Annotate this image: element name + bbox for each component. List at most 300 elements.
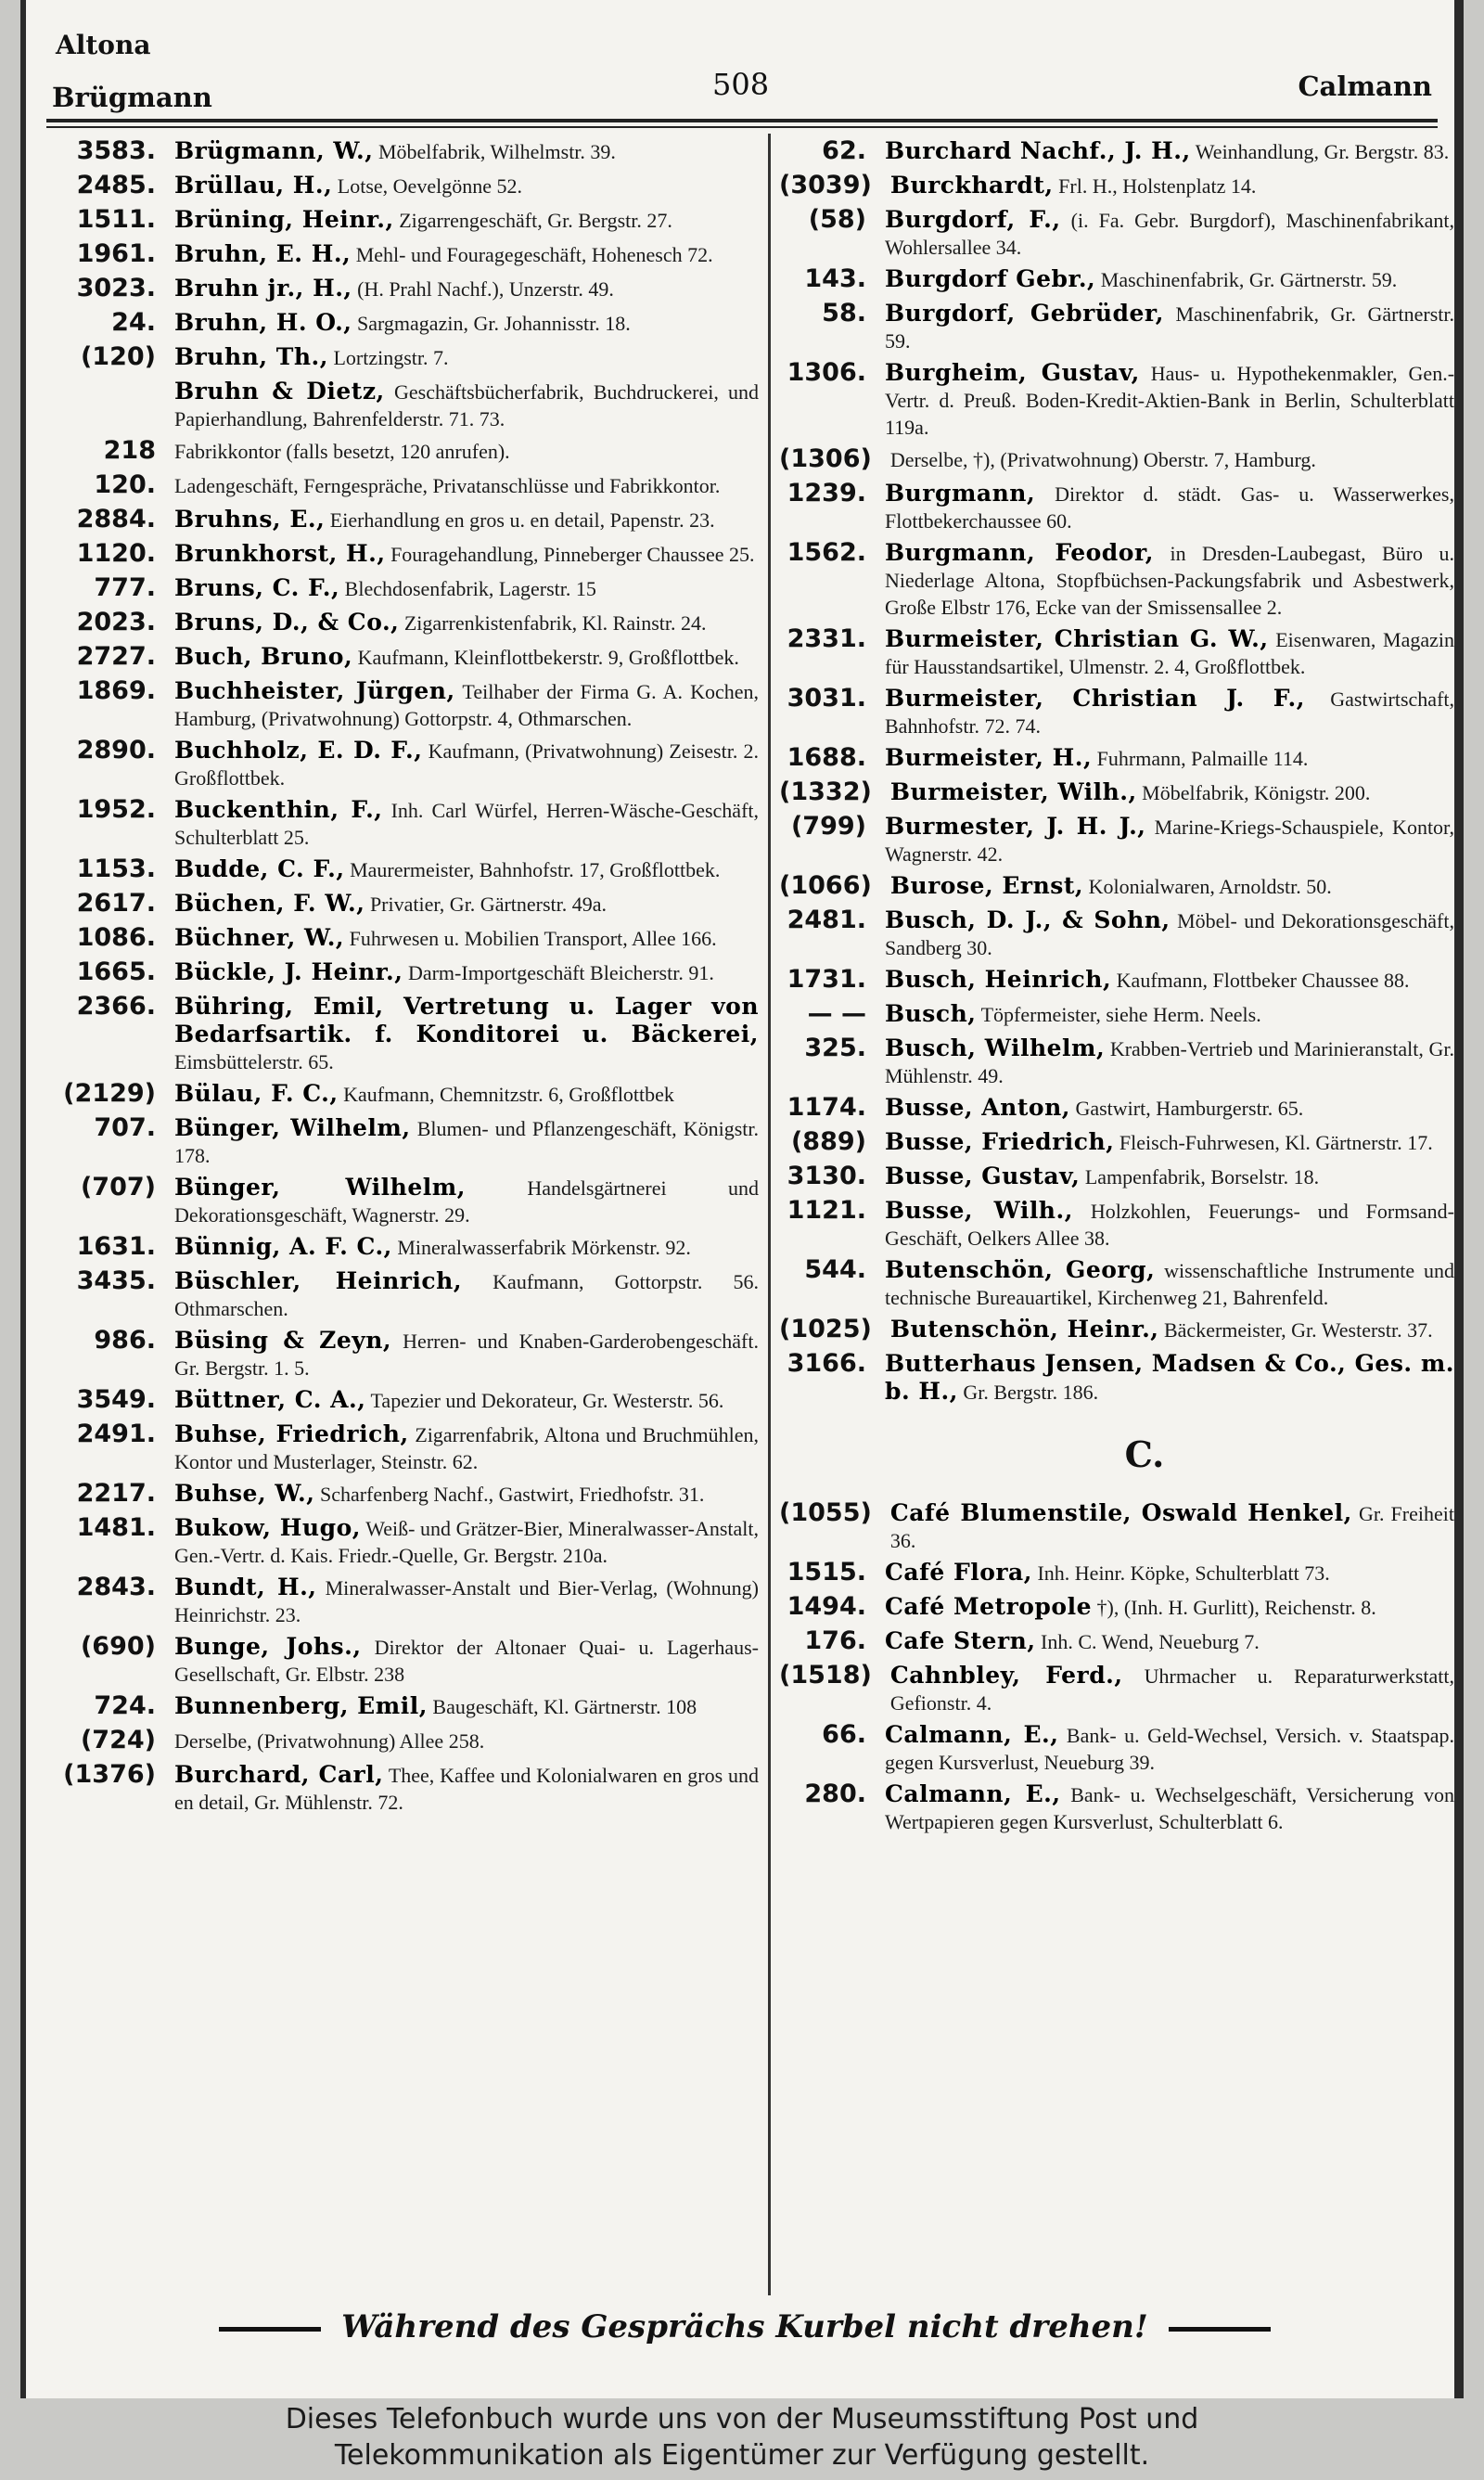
entry-details: Privatier, Gr. Gärtnerstr. 49a. [369,893,608,916]
directory-entry [779,1660,1454,1716]
entry-text [174,1172,759,1228]
directory-entry [779,1625,1454,1657]
entry-name: Busse, Wilh., [885,1197,1073,1224]
entry-text [885,1092,1454,1122]
header-first-name: Brügmann [52,82,212,113]
phone-number: 707. [94,1113,156,1142]
phone-number: 3031. [787,684,866,713]
entry-details: Inh. C. Wend, Neueburg 7. [1041,1630,1260,1653]
phone-number: 218 [103,436,156,465]
phone-number: 2481. [787,906,866,934]
entry-details: Bank- u. Geld-Wechsel, Versich. v. Staatspap. gegen Kursverlust, Neueburg 39. [885,1724,1455,1774]
entry-name: Burgdorf, F., [885,206,1061,233]
entry-text [885,1348,1454,1406]
header-place: Altona [56,30,151,60]
entry-details: in Dresden-Laubegast, Büro u. Niederlage Altona, Stopfbüchsen-Packungsfabrik und Asbestwerk, Große Elbstr 176, Ecke van der Smissensallee 2. [885,542,1455,619]
directory-entry [779,811,1454,867]
directory-entry [779,135,1454,167]
directory-entry [779,1497,1454,1554]
entry-name: Bruhn, Th., [174,343,328,370]
entry-details: Fouragehandlung, Pinneberger Chaussee 25. [390,543,755,566]
entry-name: Bühring, Emil, Vertretung u. Lager von Bedarfsartik. f. Konditorei u. Bäckerei, [174,993,759,1047]
entry-name: Burgheim, Gustav, [885,359,1140,386]
entry-text [174,1512,759,1569]
directory-entry [54,469,759,501]
entry-details: Geschäftsbücherfabrik, Buchdruckerei, und Papierhandlung, Bahrenfelderstr. 71. 73. [174,380,760,430]
right-column-b-entries [779,135,1454,1406]
directory-entry [54,735,759,791]
phone-number: 2727. [76,642,156,671]
entry-details: Haus- u. Hypothekenmakler, Gen.-Vertr. d. Preuß. Boden-Kredit-Aktien-Bank in Berlin, Schulterblatt 119a. [885,362,1455,439]
directory-entry [54,1512,759,1569]
directory-entry [54,1690,759,1722]
entry-details: Uhrmacher u. Reparaturwerkstatt, Gefionstr. 4. [889,1664,1454,1715]
directory-entry [779,905,1454,961]
phone-number: 1961. [76,239,156,268]
entry-text [174,1690,759,1720]
entry-details: Fuhrwesen u. Mobilien Transport, Allee 166. [349,927,717,950]
directory-entry [54,607,759,638]
directory-entry [779,623,1454,680]
entry-name: Brügmann, W., [174,137,374,164]
entry-name: Burmeister, Wilh., [889,778,1137,805]
entry-text [174,1478,759,1508]
entry-name: Bruhn, E. H., [174,240,352,267]
entry-name: Brunkhorst, H., [174,540,386,567]
entry-name: Burgdorf, Gebrüder, [885,300,1164,327]
entry-text [885,1779,1454,1835]
right-column [779,135,1454,1838]
footer-line-1: Dieses Telefonbuch wurde uns von der Museumsstiftung Post und [285,2403,1199,2435]
directory-entry [54,1759,759,1816]
entry-name: Bruns, D., & Co., [174,609,400,636]
entry-details: Teilhaber der Firma G. A. Kochen, Hamburg, (Privatwohnung) Gottorpstr. 4, Othmarschen. [174,680,760,730]
phone-number: 1494. [787,1592,866,1621]
entry-details: Kaufmann, Chemnitzstr. 6, Großflottbek [343,1083,674,1106]
phone-number: 1511. [76,205,156,234]
phone-number: 1120. [76,539,156,568]
entry-name: Butterhaus Jensen, Madsen & Co., Ges. m. b. H., [885,1350,1454,1405]
phone-number: 1631. [76,1232,156,1261]
phone-number: 1688. [787,743,866,772]
entry-text [885,135,1454,165]
entry-name: Burose, Ernst, [889,872,1084,899]
directory-entry [54,794,759,851]
entry-text [174,307,759,337]
entry-name: Büttner, C. A., [174,1386,366,1413]
entry-details: Fleisch-Fuhrwesen, Kl. Gärtnerstr. 17. [1119,1131,1433,1154]
phone-number: (707) [80,1173,156,1201]
entry-name: Brüning, Heinr., [174,206,394,233]
directory-entry [54,135,759,167]
entry-text [885,298,1454,354]
directory-entry [54,641,759,673]
entry-name: Bruhns, E., [174,506,326,533]
entry-text [174,1572,759,1628]
entry-name: Burckhardt, [889,172,1054,199]
entry-details: Fabrikkontor (falls besetzt, 120 anrufen). [174,440,510,463]
entry-details: Möbelfabrik, Wilhelmstr. 39. [377,140,616,163]
entry-text [885,204,1454,261]
entry-details: Töpfermeister, siehe Herm. Neels. [980,1003,1261,1026]
entry-details: Marine-Kriegs-Schauspiele, Kontor, Wagnerstr. 42. [885,816,1454,866]
header-rule [46,119,1438,122]
phone-number: 1731. [787,965,866,994]
directory-entry [779,998,1454,1030]
entry-details: Thee, Kaffee und Kolonialwaren en gros und en detail, Gr. Mühlenstr. 72. [174,1764,759,1814]
footer-notice [0,2401,1484,2474]
slogan-dash-right [1169,2327,1271,2332]
directory-entry [779,478,1454,534]
directory-entry [54,504,759,535]
entry-name: Bülau, F. C., [174,1080,339,1107]
directory-entry [779,1557,1454,1588]
entry-name: Büschler, Heinrich, [174,1267,463,1294]
directory-entry [779,1779,1454,1835]
phone-number: 724. [94,1691,156,1720]
phone-number: (1055) [779,1498,872,1527]
phone-number: (2129) [63,1079,156,1108]
directory-entry [779,357,1454,441]
phone-number: 1239. [787,479,866,508]
phone-number: 325. [804,1034,866,1062]
phone-number: (1025) [779,1315,872,1343]
directory-entry [54,1231,759,1263]
directory-entry [54,1078,759,1110]
entry-details: Gr. Freiheit 36. [889,1502,1454,1552]
entry-name: Bruhn & Dietz, [174,378,385,405]
entry-details: Blechdosenfabrik, Lagerstr. 15 [344,577,596,600]
entry-details: Eierhandlung en gros u. en detail, Papenstr. 23. [329,508,715,532]
entry-name: Busch, [885,1000,977,1027]
directory-entry [779,1092,1454,1124]
entry-details: Blumen- und Pflanzengeschäft, Königstr. 178. [174,1117,759,1167]
entry-name: Busse, Friedrich, [885,1128,1115,1155]
directory-entry [779,1126,1454,1158]
entry-text [174,1325,759,1381]
phone-number: 2217. [76,1479,156,1508]
phone-number: 2890. [76,736,156,765]
entry-text [885,683,1454,739]
entry-name: Bünger, Wilhelm, [174,1174,466,1201]
slogan [174,2308,1315,2345]
entry-name: Bunnenberg, Emil, [174,1692,428,1719]
entry-name: Café Metropole [885,1593,1092,1620]
entry-text [890,1497,1454,1554]
entry-text [174,341,759,371]
entry-details: Gastwirt, Hamburgerstr. 65. [1075,1097,1304,1120]
directory-entry [54,1572,759,1628]
entry-name: Buchholz, E. D. F., [174,737,423,764]
entry-name: Bruhn jr., H., [174,275,352,302]
directory-entry [54,1172,759,1228]
entry-details: Weinhandlung, Gr. Bergstr. 83. [1195,140,1450,163]
entry-details: Tapezier und Dekorateur, Gr. Westerstr. 56. [370,1389,724,1412]
directory-entry [779,443,1454,475]
entry-name: Burchard, Carl, [174,1761,384,1788]
entry-details: Baugeschäft, Kl. Gärtnerstr. 108 [432,1695,697,1718]
entry-name: Büsing & Zeyn, [174,1327,392,1354]
directory-entry [54,238,759,270]
entry-text [885,623,1454,680]
entry-text [885,1126,1454,1156]
entry-details: Bäckermeister, Gr. Westerstr. 37. [1163,1318,1433,1342]
entry-text [174,572,759,602]
entry-name: Butenschön, Georg, [885,1256,1156,1283]
entry-name: Bückle, J. Heinr., [174,958,403,985]
directory-entry [54,341,759,373]
entry-details: Inh. Carl Würfel, Herren-Wäsche-Geschäft, Schulterblatt 25. [174,799,760,849]
entry-text [885,742,1454,772]
entry-text [174,1631,759,1688]
directory-entry [54,1325,759,1381]
entry-name: Burgmann, Feodor, [885,539,1155,566]
entry-text [174,238,759,268]
entry-details: Gastwirtschaft, Bahnhofstr. 72. 74. [885,687,1455,738]
entry-details: Sargmagazin, Gr. Johannisstr. 18. [357,312,631,335]
entry-text [890,870,1454,900]
entry-details: Holzkohlen, Feuerungs- und Formsand-Geschäft, Oelkers Allee 38. [885,1200,1455,1250]
directory-entry [779,263,1454,295]
directory-entry [779,1161,1454,1192]
entry-details: Frl. H., Holstenplatz 14. [1058,174,1257,198]
directory-entry [54,376,759,432]
directory-entry [54,307,759,339]
directory-entry [54,854,759,885]
entry-details: Mehl- und Fouragegeschäft, Hohenesch 72. [355,243,713,266]
directory-entry [779,1033,1454,1089]
entry-details: Mineralwasser-Anstalt und Bier-Verlag, (Wohnung) Heinrichstr. 23. [174,1576,760,1626]
slogan-dash-left [219,2327,321,2332]
phone-number: — — [807,999,866,1028]
phone-number: 24. [111,308,156,337]
phone-number: 986. [94,1326,156,1355]
phone-number: (724) [80,1726,156,1754]
phone-number: (58) [808,205,866,234]
entry-text [174,735,759,791]
entry-text [885,811,1454,867]
entry-name: Büchen, F. W., [174,890,365,917]
entry-name: Busse, Gustav, [885,1163,1081,1189]
directory-entry [54,1725,759,1756]
directory-entry [779,964,1454,996]
phone-number: 3549. [76,1385,156,1414]
entry-details: Direktor d. städt. Gas- u. Wasserwerkes, Flottbekerchaussee 60. [885,482,1454,533]
entry-text [174,1266,759,1322]
directory-entry [54,1631,759,1688]
entry-name: Bünnig, A. F. C., [174,1233,392,1260]
page-number: 508 [712,67,770,102]
entry-name: Brüllau, H., [174,172,333,199]
entry-text [174,1078,759,1108]
entry-name: Buchheister, Jürgen, [174,677,455,704]
phone-number: 1306. [787,358,866,387]
directory-entry [779,870,1454,902]
phone-number: 280. [804,1780,866,1808]
phone-number: 3435. [76,1266,156,1295]
entry-details: Zigarrengeschäft, Gr. Bergstr. 27. [399,209,672,232]
entry-details: Krabben-Vertrieb und Marinieranstalt, Gr. Mühlenstr. 49. [885,1037,1454,1087]
phone-number: 1481. [76,1513,156,1542]
directory-entry [54,675,759,732]
entry-details: Kaufmann, (Privatwohnung) Zeisestr. 2. Großflottbek. [174,739,759,790]
entry-text [885,1161,1454,1190]
entry-text [890,1314,1454,1343]
header-rule-thin [46,126,1438,128]
phone-number: 544. [804,1255,866,1284]
phone-number: (3039) [779,171,872,199]
phone-number: 2843. [76,1573,156,1601]
entry-details: Möbel- und Dekorationsgeschäft, Sandberg 30. [885,909,1454,959]
phone-number: (1376) [63,1760,156,1789]
entry-details: Gr. Bergstr. 186. [963,1381,1099,1404]
entry-text [174,1112,759,1169]
directory-entry [54,1419,759,1475]
directory-entry [779,777,1454,808]
entry-name: Bruhn, H. O., [174,309,352,336]
entry-text [174,991,759,1075]
directory-entry [54,1112,759,1169]
entry-name: Burmeister, Christian G. W., [885,625,1269,652]
entry-text [174,607,759,636]
entry-name: Busch, Heinrich, [885,966,1112,993]
entry-name: Buch, Bruno, [174,643,353,670]
left-column [54,135,759,1818]
column-divider [768,134,771,2295]
entry-details: Ladengeschäft, Ferngespräche, Privatanschlüsse und Fabrikkontor. [174,474,721,497]
entry-name: Busch, D. J., & Sohn, [885,906,1171,933]
entry-text [885,357,1454,441]
directory-entry [54,1478,759,1510]
entry-details: Mineralwasserfabrik Mörkenstr. 92. [397,1236,691,1259]
entry-details: Lampenfabrik, Borselstr. 18. [1084,1165,1320,1189]
entry-name: Bünger, Wilhelm, [174,1114,411,1141]
phone-number: 176. [804,1626,866,1655]
entry-details: Direktor der Altonaer Quai- u. Lagerhaus-Gesellschaft, Gr. Elbstr. 238 [174,1636,759,1686]
entry-name: Burmester, J. H. J., [885,813,1146,840]
entry-details: Maurermeister, Bahnhofstr. 17, Großflottbek. [350,858,721,881]
phone-number: 120. [94,470,156,499]
entry-text [174,435,759,465]
directory-entry [779,1348,1454,1406]
right-column-c-entries [779,1497,1454,1835]
entry-name: Buhse, Friedrich, [174,1420,409,1447]
phone-number: (799) [790,812,866,841]
directory-entry [779,1195,1454,1252]
directory-entry [54,991,759,1075]
phone-number: 1121. [787,1196,866,1225]
entry-details: Zigarrenkistenfabrik, Kl. Rainstr. 24. [403,611,707,635]
entry-details: Herren- und Knaben-Garderobengeschäft. Gr. Bergstr. 1. 5. [174,1330,759,1380]
entry-name: Busse, Anton, [885,1094,1070,1121]
entry-text [174,1419,759,1475]
phone-number: 3583. [76,136,156,165]
entry-details: Maschinenfabrik, Gr. Gärtnerstr. 59. [1100,268,1398,291]
section-letter: C. [1124,1433,1165,1475]
footer-line-2: Telekommunikation als Eigentümer zur Verfügung gestellt. [334,2439,1150,2472]
directory-entry [54,922,759,954]
phone-number: 2491. [76,1420,156,1448]
directory-entry [779,298,1454,354]
entry-text [174,204,759,234]
phone-number: 1952. [76,795,156,824]
entry-name: Bruns, C. F., [174,574,340,601]
entry-details: Eimsbüttelerstr. 65. [174,1050,334,1073]
entry-name: Bukow, Hugo, [174,1514,361,1541]
entry-text [885,1719,1454,1776]
phone-number: 2366. [76,992,156,1021]
entry-name: Calmann, E., [885,1780,1061,1807]
entry-text [885,905,1454,961]
entry-details: Derselbe, †), (Privatwohnung) Oberstr. 7, Hamburg. [889,448,1316,471]
entry-text [890,1660,1454,1716]
directory-entry [779,204,1454,261]
entry-text [174,469,759,499]
directory-entry [54,273,759,304]
phone-number: 66. [822,1720,866,1749]
entry-text [885,1625,1454,1655]
entry-details: Darm-Importgeschäft Bleicherstr. 91. [407,961,714,984]
phone-number: (889) [790,1127,866,1156]
entry-name: Burchard Nachf., J. H., [885,137,1191,164]
entry-text [174,888,759,918]
directory-entry [779,1254,1454,1311]
entry-name: Burmeister, Christian J. F., [885,685,1305,712]
entry-text [174,504,759,533]
phone-number: 62. [822,136,866,165]
entry-name: Café Flora, [885,1559,1032,1586]
entry-text [174,376,759,432]
entry-name: Bunge, Johs., [174,1633,362,1660]
entry-name: Butenschön, Heinr., [889,1316,1159,1343]
entry-name: Burgdorf Gebr., [885,265,1096,292]
directory-entry [54,1384,759,1416]
phone-number: 1562. [787,538,866,567]
directory-entry [54,572,759,604]
phone-number: 2485. [76,171,156,199]
directory-entry [54,1266,759,1322]
phone-number: 143. [804,264,866,293]
phone-number: (1306) [779,444,872,473]
entry-text [885,478,1454,534]
directory-entry [54,170,759,201]
entry-text [885,1033,1454,1089]
entry-name: Café Blumenstile, Oswald Henkel, [889,1499,1352,1526]
directory-entry [779,1719,1454,1776]
phone-number: (1332) [779,777,872,806]
directory-entry [54,957,759,988]
entry-text [885,1254,1454,1311]
entry-text [174,794,759,851]
entry-details: Lortzingstr. 7. [333,346,449,369]
phone-number: 1153. [76,855,156,883]
entry-text [885,964,1454,994]
entry-name: Cahnbley, Ferd., [889,1662,1123,1689]
entry-details: Inh. Heinr. Köpke, Schulterblatt 73. [1037,1561,1330,1585]
entry-text [885,1195,1454,1252]
entry-name: Buckenthin, F., [174,796,383,823]
entry-name: Burmeister, H., [885,744,1093,771]
directory-entry [779,170,1454,201]
phone-number: 1515. [787,1558,866,1587]
entry-text [174,1384,759,1414]
phone-number: 1665. [76,957,156,986]
entry-details: Zigarrenfabrik, Altona und Bruchmühlen, Kontor und Musterlager, Steinstr. 62. [174,1423,760,1473]
phone-number: 777. [94,573,156,602]
phone-number: (120) [80,342,156,371]
entry-text [890,170,1454,199]
entry-details: wissenschaftliche Instrumente und technische Bureauartikel, Kirchenweg 21, Bahrenfeld. [885,1259,1454,1309]
